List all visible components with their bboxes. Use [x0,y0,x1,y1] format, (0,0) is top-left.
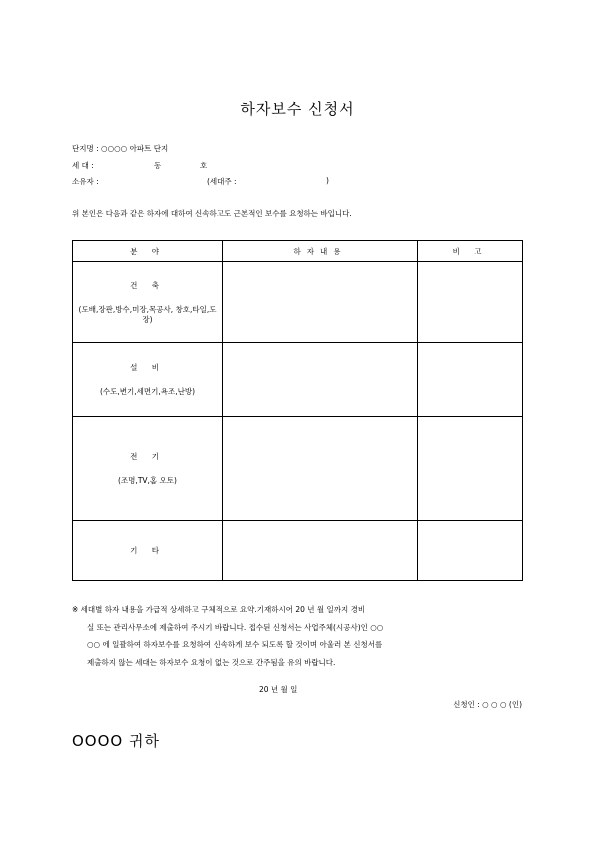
table-row [73,417,523,521]
category-detail: (조명,TV,홈 오토) [118,476,177,485]
header-remarks: 비 고 [418,241,523,262]
unit-label: 세 대 : [72,161,94,170]
table-row [73,262,523,343]
table-header-row [73,241,523,262]
note-line: 제출하지 않는 세대는 하자보수 요청이 없는 것으로 간주됨을 유의 바랍니다. [87,657,336,667]
defect-table [72,240,523,581]
defect-content-cell[interactable] [223,262,418,343]
header-category: 분 야 [73,241,223,262]
unit-dong: 동 [154,161,162,170]
owner-household-close: ) [326,176,329,185]
remarks-cell[interactable] [418,343,523,417]
header-defect-content: 하자내용 [223,241,418,262]
defect-content-cell[interactable] [223,521,418,581]
defect-content-cell[interactable] [223,343,418,417]
remarks-cell[interactable] [418,262,523,343]
category-facilities [73,343,223,417]
category-name: 전 기 [130,452,165,461]
category-name: 설 비 [130,363,165,372]
category-electrical [73,417,223,521]
recipient-line: OOOO 귀하 [72,732,160,750]
page-title: 하자보수 신청서 [240,100,355,118]
complex-name-line: 단지명 : ○○○○ 아파트 단지 [72,144,169,153]
table-row [73,343,523,417]
request-statement: 위 본인은 다음과 같은 하자에 대하여 신속하고도 근본적인 보수를 요청하는 바입니다. [72,209,352,218]
unit-ho: 호 [200,161,208,170]
category-name: 건 축 [130,280,165,290]
category-detail: (도배,장판,방수,미장,목공사, 창호,타일,도장) [78,304,217,324]
note-line: ○○ 에 일괄하여 하자보수를 요청하여 신속하게 보수 되도록 할 것이며 아울러 본 신청서를 [87,640,383,649]
submission-note [72,601,530,671]
date-line: 20 년 월 일 [259,685,298,694]
applicant-line: 신청인 : ○ ○ ○ (인) [453,700,522,709]
note-line: 실 또는 관리사무소에 제출하여 주시기 바랍니다. 접수된 신청서는 사업주체(시공사)인 ○○ [87,622,384,632]
remarks-cell[interactable] [418,417,523,521]
category-name: 기 타 [130,546,165,555]
remarks-cell[interactable] [418,521,523,581]
table-row [73,521,523,581]
owner-household-label: (세대주 : [207,177,237,186]
category-other [73,521,223,581]
category-detail: (수도,변기,세면기,욕조,난방) [99,387,196,396]
owner-label: 소유자 : [72,177,99,186]
category-architecture [73,262,223,343]
note-line: ※ 세대별 하자 내용을 가급적 상세하고 구체적으로 요약.기재하시어 20 년 월 일까지 경비 [72,605,366,614]
defect-content-cell[interactable] [223,417,418,521]
